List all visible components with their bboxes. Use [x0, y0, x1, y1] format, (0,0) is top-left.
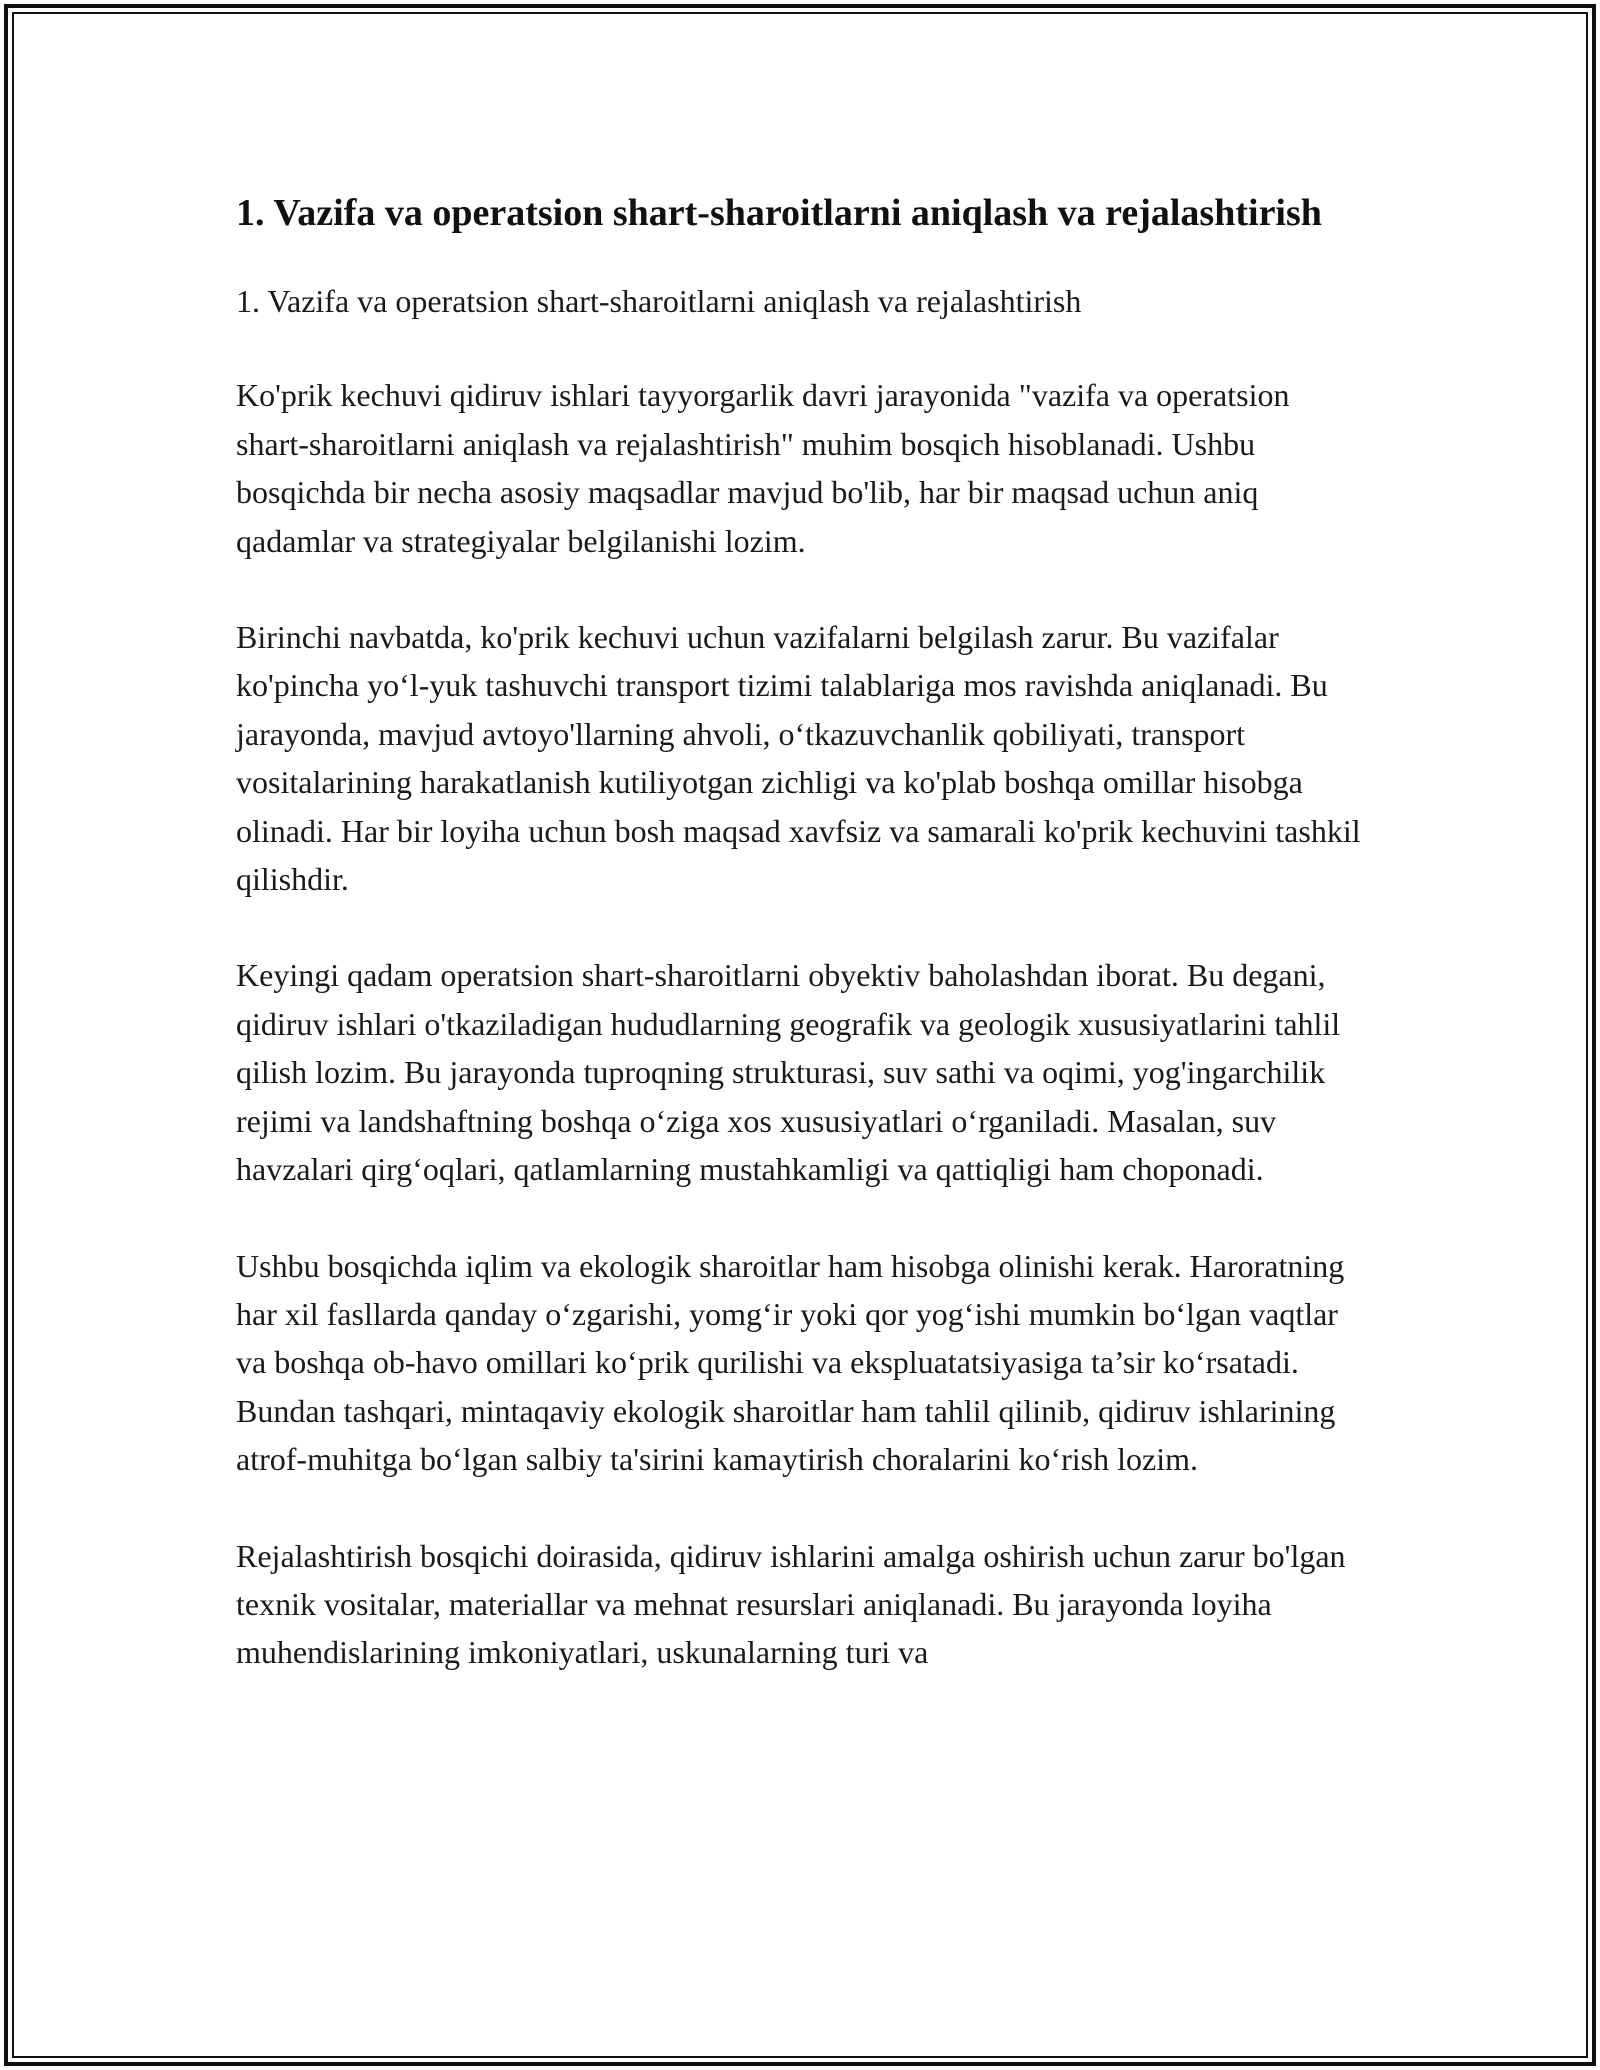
- paragraph: Ko'prik kechuvi qidiruv ishlari tayyorgarlik davri jarayonida "vazifa va operatsion shart-sharoitlarni aniqlash va rejalashtirish" muhim bosqich hisoblanadi. Ushbu bosqichda bir necha asosiy maqsadlar mavjud bo'lib, har bir maqsad uchun aniq qadamlar va strategiyalar belgilanishi lozim.: [236, 377, 1290, 559]
- paragraph: Rejalashtirish bosqichi doirasida, qidiruv ishlarini amalga oshirish uchun zarur bo'lgan texnik vositalar, materiallar va mehnat resurslari aniqlanadi. Bu jarayonda loyiha muhendislarining imkoniyatlari, uskunalarning turi va: [236, 1537, 1346, 1671]
- document-body: [236, 186, 1366, 1725]
- paragraph: Ushbu bosqichda iqlim va ekologik sharoitlar ham hisobga olinishi kerak. Haroratning har xil fasllarda qanday o‘zgarishi, yomg‘ir yoki qor yog‘ishi mumkin bo‘lgan vaqtlar va boshqa ob-havo omillari ko‘prik qurilishi va ekspluatatsiyasiga ta’sir ko‘rsatadi. Bundan tashqari, mintaqaviy ekologik sharoitlar ham tahlil qilinib, qidiruv ishlarining atrof-muhitga bo‘lgan salbiy ta'sirini kamaytirish choralarini ko‘rish lozim.: [236, 1247, 1345, 1478]
- document-heading: 1. Vazifa va operatsion shart-sharoitlarni aniqlash va rejalashtirish: [236, 192, 1322, 234]
- document-subheading: 1. Vazifa va operatsion shart-sharoitlarni aniqlash va rejalashtirish: [236, 283, 1082, 319]
- paragraph: Keyingi qadam operatsion shart-sharoitlarni obyektiv baholashdan iborat. Bu degani, qidiruv ishlari o'tkaziladigan hududlarning geografik va geologik xususiyatlarini tahlil qilish lozim. Bu jarayonda tuproqning strukturasi, suv sathi va oqimi, yog'ingarchilik rejimi va landshaftning boshqa o‘ziga xos xususiyatlari o‘rganiladi. Masalan, suv havzalari qirg‘oqlari, qatlamlarning mustahkamligi va qattiqligi ham choponadi.: [236, 957, 1341, 1188]
- paragraph: Birinchi navbatda, ko'prik kechuvi uchun vazifalarni belgilash zarur. Bu vazifalar ko'pincha yo‘l-yuk tashuvchi transport tizimi talablariga mos ravishda aniqlanadi. Bu jarayonda, mavjud avtoyo'llarning ahvoli, o‘tkazuvchanlik qobiliyati, transport vositalarining harakatlanish kutiliyotgan zichligi va ko'plab boshqa omillar hisobga olinadi. Har bir loyiha uchun bosh maqsad xavfsiz va samarali ko'prik kechuvini tashkil qilishdir.: [236, 619, 1361, 898]
